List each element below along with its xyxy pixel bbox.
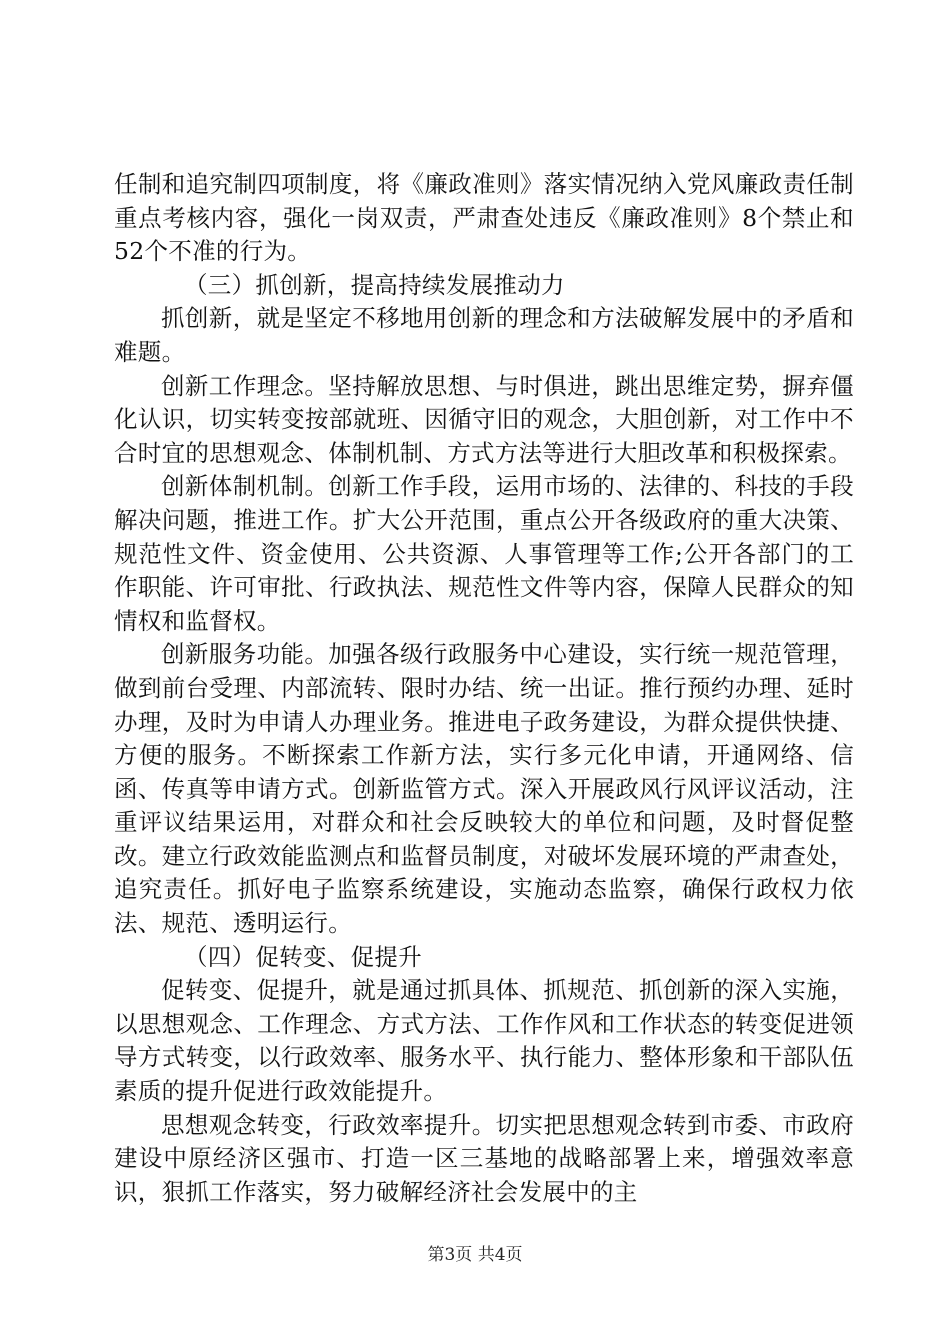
section-heading-4: （四）促转变、促提升 xyxy=(184,942,422,971)
paragraph: 思想观念转变，行政效率提升。切实把思想观念转到市委、市政府建设中原经济区强市、打造一区三基地的战略部署上来，增强效率意识，狠抓工作落实，努力破解经济社会发展中的主 xyxy=(114,1110,854,1206)
paragraph: 创新服务功能。加强各级行政服务中心建设，实行统一规范管理，做到前台受理、内部流转、限时办结、统一出证。推行预约办理、延时办理，及时为申请人办理业务。推进电子政务建设，为群众提供快捷、方便的服务。不断探索工作新方法，实行多元化申请，开通网络、信函、传真等申请方式。创新监管方式。深入开展政风行风评议活动，注重评议结果运用，对群众和社会反映较大的单位和问题，及时督促整改。建立行政效能监测点和监督员制度，对破坏发展环境的严肃查处，追究责任。抓好电子监察系统建设，实施动态监察，确保行政权力依法、规范、透明运行。 xyxy=(114,640,854,938)
paragraph: 创新工作理念。坚持解放思想、与时俱进，跳出思维定势，摒弃僵化认识，切实转变按部就班、因循守旧的观念，大胆创新，对工作中不合时宜的思想观念、体制机制、方式方法等进行大胆改革和积极探索。 xyxy=(114,371,854,467)
paragraph: 抓创新，就是坚定不移地用创新的理念和方法破解发展中的矛盾和难题。 xyxy=(114,304,854,366)
paragraph: 促转变、促提升，就是通过抓具体、抓规范、抓创新的深入实施，以思想观念、工作理念、方式方法、工作作风和工作状态的转变促进领导方式转变，以行政效率、服务水平、执行能力、整体形象和干部队伍素质的提升促进行政效能提升。 xyxy=(114,976,854,1106)
paragraph: 创新体制机制。创新工作手段，运用市场的、法律的、科技的手段解决问题，推进工作。扩大公开范围，重点公开各级政府的重大决策、规范性文件、资金使用、公共资源、人事管理等工作;公开各部门的工作职能、许可审批、行政执法、规范性文件等内容，保障人民群众的知情权和监督权。 xyxy=(114,472,854,635)
section-heading-3: （三）抓创新，提高持续发展推动力 xyxy=(184,270,565,299)
page-number-label: 第3页 共4页 xyxy=(427,1245,523,1265)
document-body xyxy=(114,168,854,1209)
paragraph-continuation: 任制和追究制四项制度，将《廉政准则》落实情况纳入党风廉政责任制重点考核内容，强化一岗双责，严肃查处违反《廉政准则》8个禁止和52个不准的行为。 xyxy=(114,170,854,266)
page-footer xyxy=(0,1244,950,1266)
